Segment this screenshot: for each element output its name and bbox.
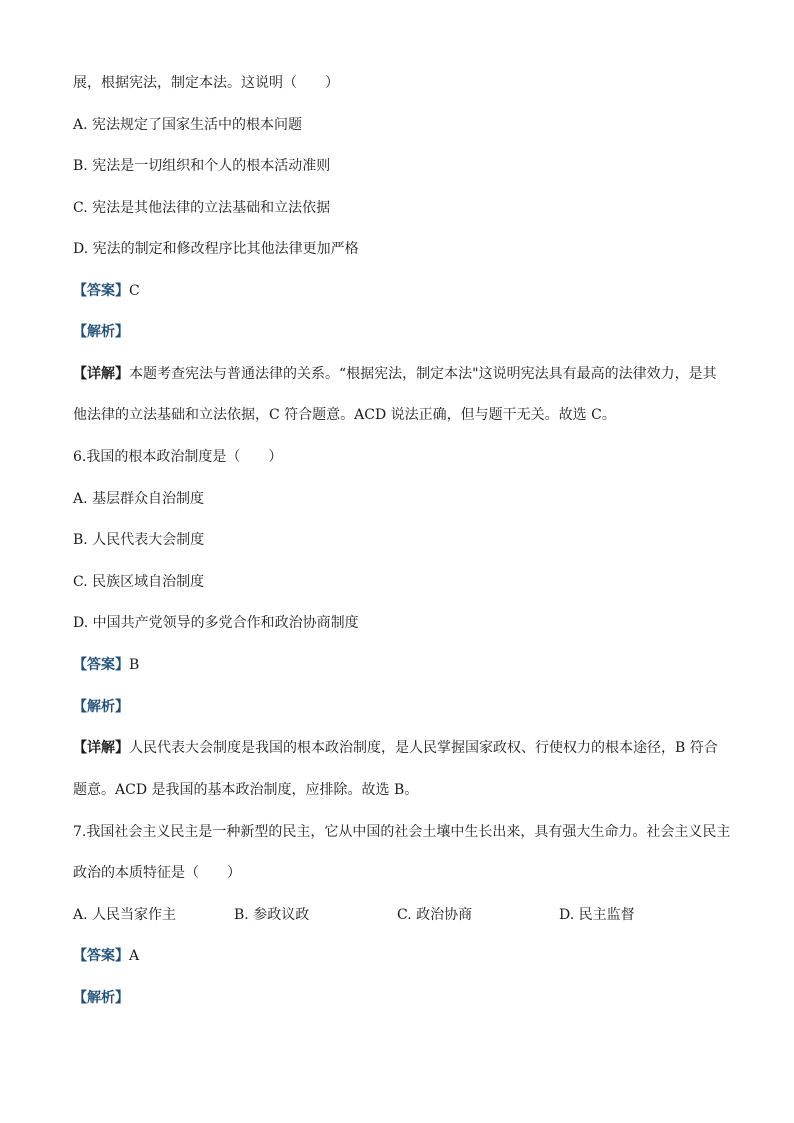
q6-answer — [73, 655, 734, 675]
detail-text: 本题考查宪法与普通法律的关系。“根据宪法，制定本法"这说明宪法具有最高的法律效力，是其 — [129, 366, 717, 382]
q6-question: 6.我国的根本政治制度是（ ） — [73, 449, 283, 465]
q5-analysis — [73, 322, 734, 342]
q7-analysis — [73, 988, 734, 1008]
detail-text: 人民代表大会制度是我国的根本政治制度，是人民掌握国家政权、行使权力的根本途径，B 符合 — [129, 740, 718, 756]
detail-label: 【详解】 — [73, 366, 129, 382]
answer-label: 【答案】 — [73, 283, 129, 299]
q5-option-c: C. 宪法是其他法律的立法基础和立法依据 — [73, 200, 331, 216]
q6-detail-line1 — [73, 738, 734, 758]
q6-detail-line2: 题意。ACD 是我国的基本政治制度，应排除。故选 B。 — [73, 782, 419, 798]
analysis-label: 【解析】 — [73, 324, 129, 340]
q6-analysis — [73, 697, 734, 717]
detail-label: 【详解】 — [73, 740, 129, 756]
q5-option-a: A. 宪法规定了国家生活中的根本问题 — [73, 117, 303, 133]
q6-option-c: C. 民族区域自治制度 — [73, 574, 205, 590]
answer-label: 【答案】 — [73, 657, 129, 673]
q7-question-line1: 7.我国社会主义民主是一种新型的民主，它从中国的社会土壤中生长出来，具有强大生命力。社会主义民主 — [73, 824, 731, 840]
answer-label: 【答案】 — [73, 948, 129, 964]
q7-option-b: B. 参政议政 — [234, 907, 310, 923]
analysis-label: 【解析】 — [73, 699, 129, 715]
answer-value: C — [129, 283, 140, 299]
q7-option-d: D. 民主监督 — [559, 907, 635, 923]
q5-option-d: D. 宪法的制定和修改程序比其他法律更加严格 — [73, 241, 359, 257]
q5-question-continuation: 展，根据宪法，制定本法。这说明（ ） — [73, 75, 339, 91]
analysis-label: 【解析】 — [73, 990, 129, 1006]
q5-answer — [73, 281, 734, 301]
q7-option-c: C. 政治协商 — [397, 907, 473, 923]
q6-option-b: B. 人民代表大会制度 — [73, 532, 205, 548]
answer-value: A — [129, 948, 140, 964]
q7-question-line2: 政治的本质特征是（ ） — [73, 865, 241, 881]
q7-option-a: A. 人民当家作主 — [73, 907, 177, 923]
q6-option-a: A. 基层群众自治制度 — [73, 491, 205, 507]
q5-option-b: B. 宪法是一切组织和个人的根本活动准则 — [73, 158, 331, 174]
answer-value: B — [129, 657, 140, 673]
q6-option-d: D. 中国共产党领导的多党合作和政治协商制度 — [73, 615, 359, 631]
q7-answer — [73, 946, 734, 966]
q5-detail-line2: 他法律的立法基础和立法依据，C 符合题意。ACD 说法正确，但与题干无关。故选 C。 — [73, 407, 616, 423]
q5-detail-line1 — [73, 364, 734, 384]
